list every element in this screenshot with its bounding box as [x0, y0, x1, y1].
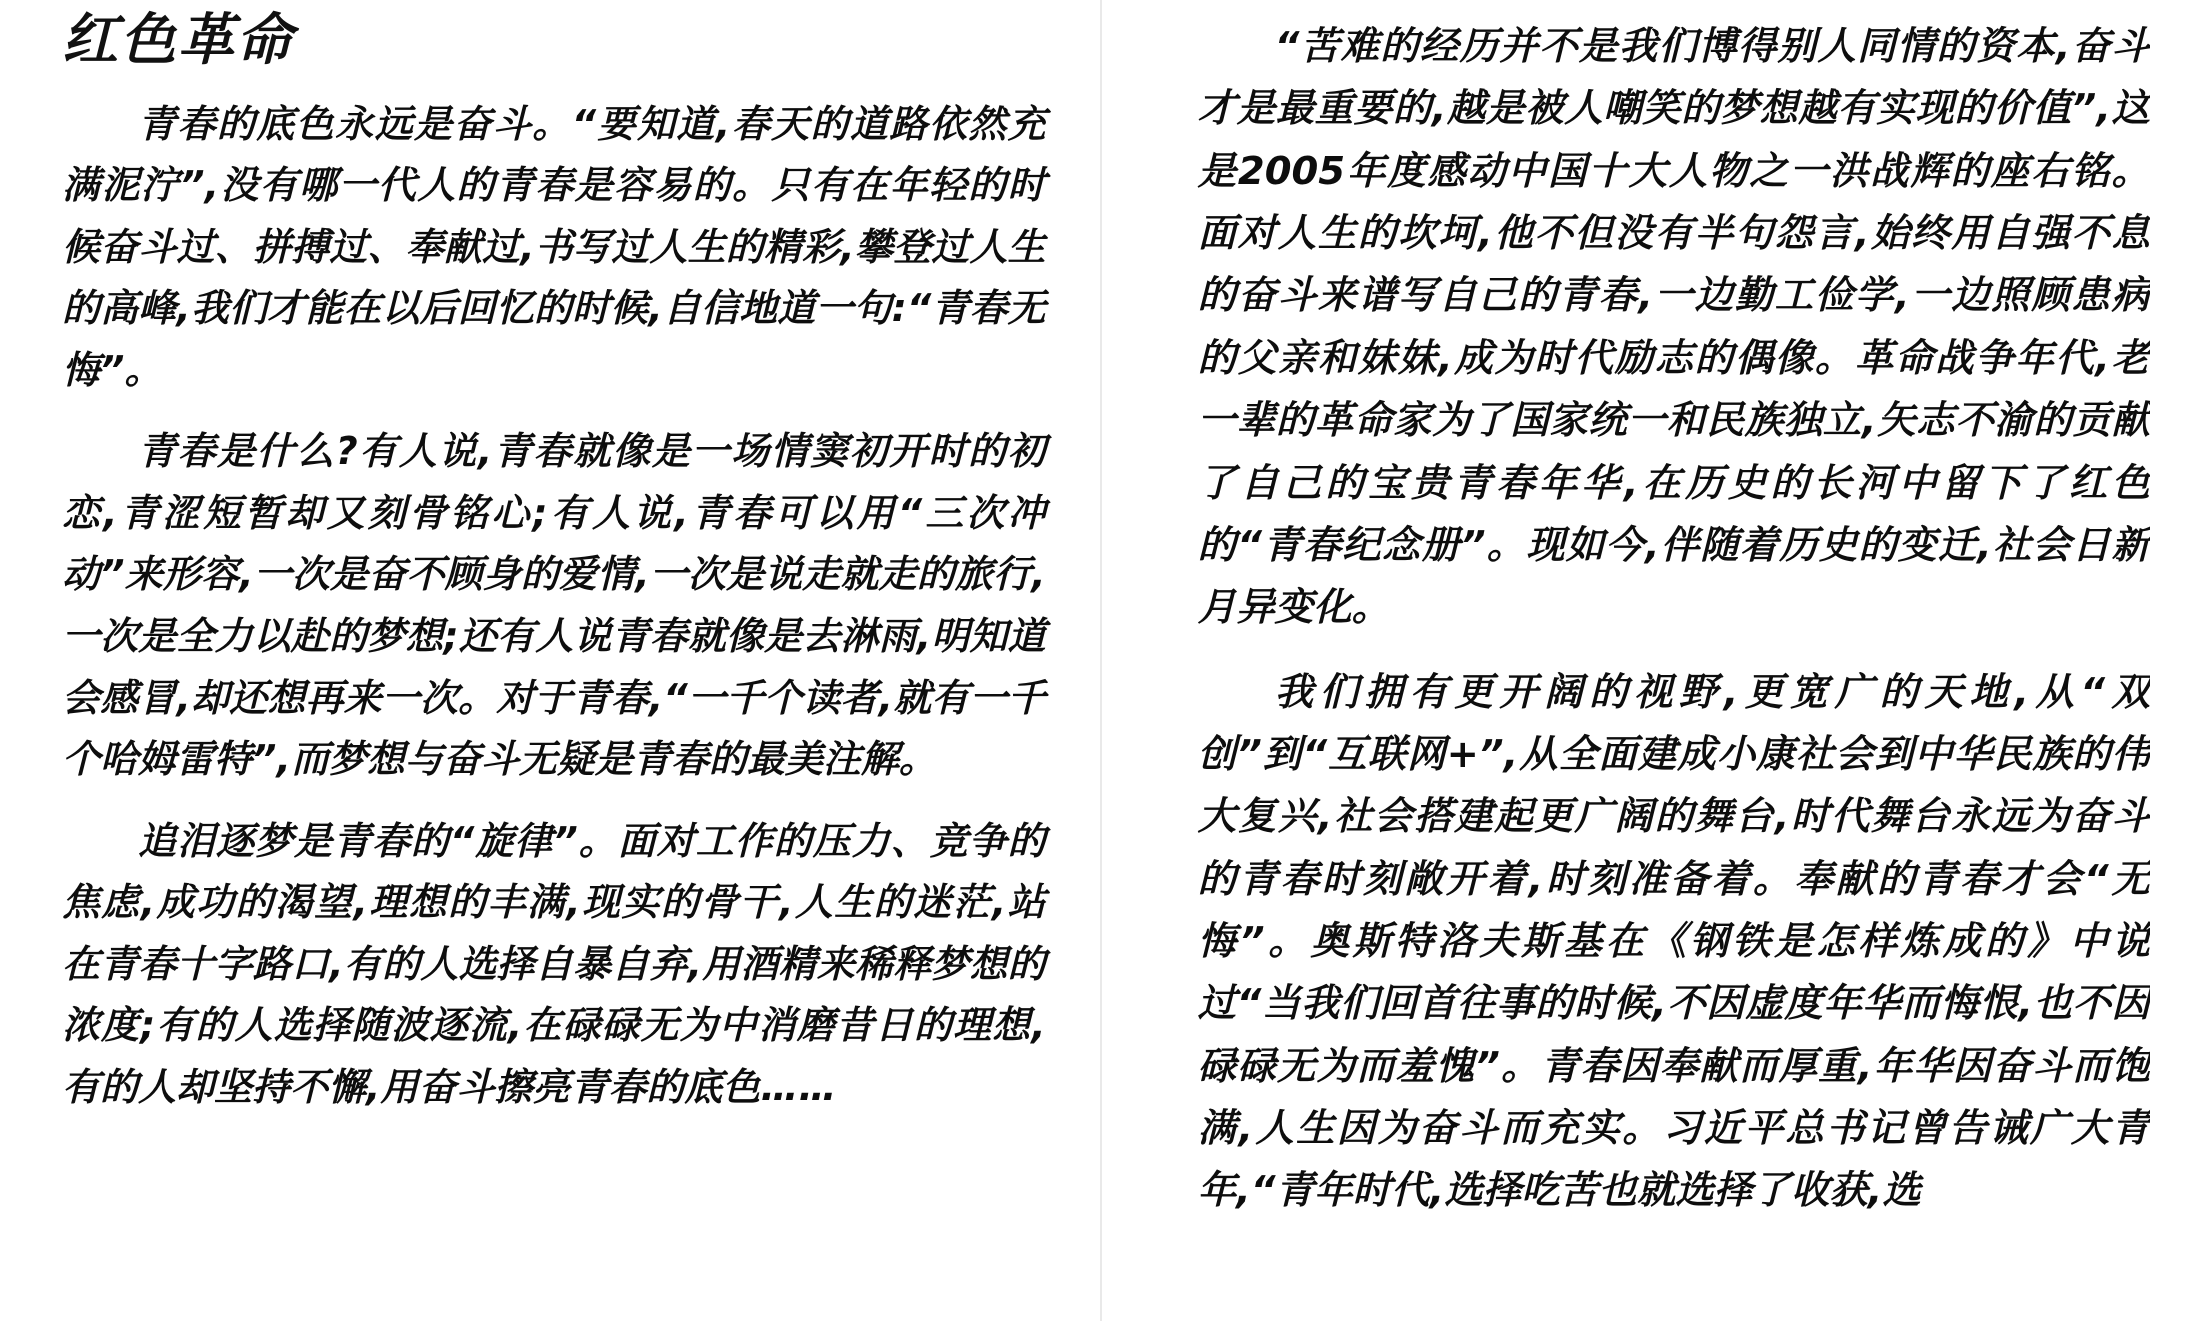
page-title: 红色革命 [62, 10, 294, 73]
paragraph: 追泪逐梦是青春的“旋律”。面对工作的压力、竞争的焦虑,成功的渴望,理想的丰满,现实的骨干,人生的迷茫,站在青春十字路口,有的人选择自暴自弃,用酒精来稀释梦想的浓度;有的人选择随波逐流,在碌碌无为中消磨昔日的理想,有的人却坚持不懈,用奋斗擦亮青春的底色…… [62, 818, 1046, 1109]
column-divider [1100, 0, 1102, 1321]
paragraph: “苦难的经历并不是我们博得别人同情的资本,奋斗才是最重要的,越是被人嘲笑的梦想越有实现的价值”,这是2005年度感动中国十大人物之一洪战辉的座右铭。面对人生的坎坷,他不但没有半句怨言,始终用自强不息的奋斗来谱写自己的青春,一边勤工俭学,一边照顾患病的父亲和妹妹,成为时代励志的偶像。革命战争年代,老一辈的革命家为了国家统一和民族独立,矢志不渝的贡献了自己的宝贵青春年华,在历史的长河中留下了红色的“青春纪念册”。现如今,伴随着历史的变迁,社会日新月异变化。 [1197, 24, 2150, 631]
paragraph: 我们拥有更开阔的视野,更宽广的天地,从“双创”到“互联网+”,从全面建成小康社会到中华民族的伟大复兴,社会搭建起更广阔的舞台,时代舞台永远为奋斗的青春时刻敞开着,时刻准备着。奉献的青春才会“无悔”。奥斯特洛夫斯基在《钢铁是怎样炼成的》中说过“当我们回首往事的时候,不因虚度年华而悔恨,也不因碌碌无为而羞愧”。青春因奉献而厚重,年华因奋斗而饱满,人生因为奋斗而充实。习近平总书记曾告诫广大青年,“青年时代,选择吃苦也就选择了收获,选 [1197, 669, 2150, 1214]
paragraph: 青春是什么?有人说,青春就像是一场情窦初开时的初恋,青涩短暂却又刻骨铭心;有人说,青春可以用“三次冲动”来形容,一次是奋不顾身的爱情,一次是说走就走的旅行,一次是全力以赴的梦想;还有人说青春就像是去淋雨,明知道会感冒,却还想再来一次。对于青春,“一千个读者,就有一千个哈姆雷特”,而梦想与奋斗无疑是青春的最美注解。 [62, 429, 1046, 782]
paragraph: 青春的底色永远是奋斗。“要知道,春天的道路依然充满泥泞”,没有哪一代人的青春是容易的。只有在年轻的时候奋斗过、拼搏过、奉献过,书写过人生的精彩,攀登过人生的高峰,我们才能在以后回忆的时候,自信地道一句:“青春无悔”。 [62, 101, 1046, 392]
right-column [1102, 10, 2150, 1321]
left-column [62, 10, 1102, 1321]
